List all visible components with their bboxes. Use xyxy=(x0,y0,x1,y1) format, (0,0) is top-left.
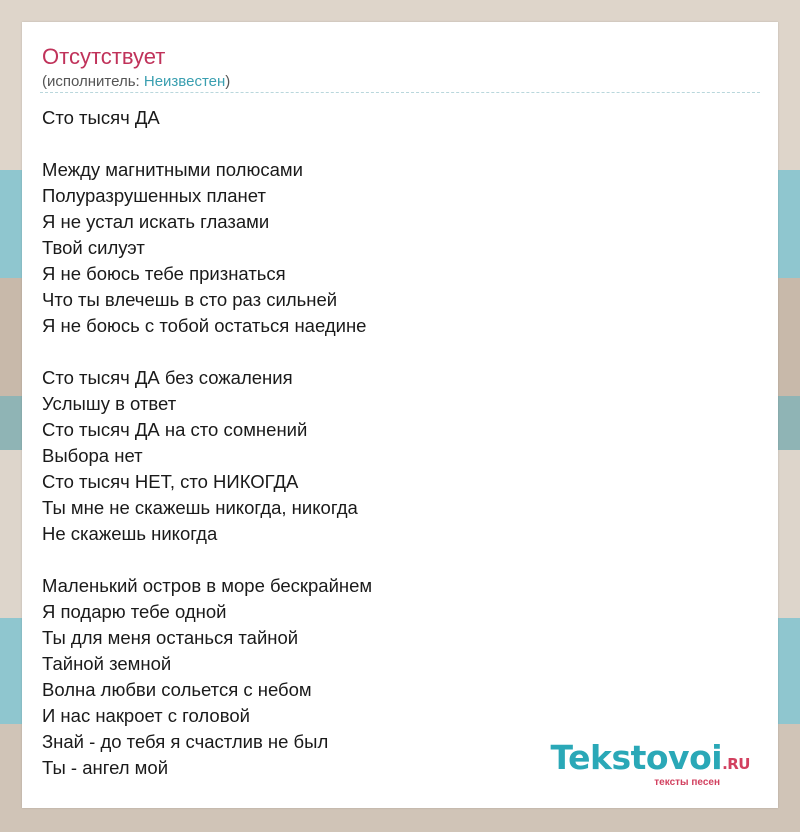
lyric-line: Полуразрушенных планет xyxy=(42,185,266,206)
lyric-line: Я не боюсь с тобой остаться наедине xyxy=(42,315,367,336)
lyric-line: Сто тысяч ДА xyxy=(42,107,160,128)
site-logo xyxy=(550,738,750,788)
lyric-line: Твой силуэт xyxy=(42,237,145,258)
lyric-line: Ты мне не скажешь никогда, никогда xyxy=(42,497,358,518)
lyric-line: Услышу в ответ xyxy=(42,393,177,414)
lyric-line: И нас накроет с головой xyxy=(42,705,250,726)
logo-tld: .RU xyxy=(722,755,750,773)
lyric-line: Я не боюсь тебе признаться xyxy=(42,263,286,284)
lyric-line: Ты для меня останься тайной xyxy=(42,627,299,648)
lyric-line: Ты - ангел мой xyxy=(42,757,169,778)
lyric-line: Тайной земной xyxy=(42,653,172,674)
lyric-line: Сто тысяч ДА на сто сомнений xyxy=(42,419,308,440)
lyric-line: Маленький остров в море бескрайнем xyxy=(42,575,373,596)
lyric-line: Волна любви сольется с небом xyxy=(42,679,312,700)
song-title: Отсутствует xyxy=(42,44,166,69)
lyric-line: Что ты влечешь в сто раз сильней xyxy=(42,289,338,310)
lyric-line: Знай - до тебя я счастлив не был xyxy=(42,731,329,752)
lyric-line: Между магнитными полюсами xyxy=(42,159,303,180)
artist-suffix: ) xyxy=(225,73,231,90)
lyric-line: Сто тысяч ДА без сожаления xyxy=(42,367,293,388)
logo-tagline: тексты песен xyxy=(654,777,720,788)
artist-line xyxy=(42,73,230,90)
lyric-line: Я подарю тебе одной xyxy=(42,601,227,622)
logo-brand: Tekstovoi xyxy=(550,738,723,777)
lyric-line: Не скажешь никогда xyxy=(42,523,218,544)
lyrics-card xyxy=(22,22,778,808)
artist-prefix: (исполнитель: xyxy=(42,73,144,90)
lyrics-text xyxy=(42,105,372,781)
lyric-line: Я не устал искать глазами xyxy=(42,211,270,232)
lyric-line: Сто тысяч НЕТ, сто НИКОГДА xyxy=(42,471,299,492)
artist-link[interactable]: Неизвестен xyxy=(143,73,226,90)
header-divider xyxy=(40,92,760,93)
lyric-line: Выбора нет xyxy=(42,445,143,466)
